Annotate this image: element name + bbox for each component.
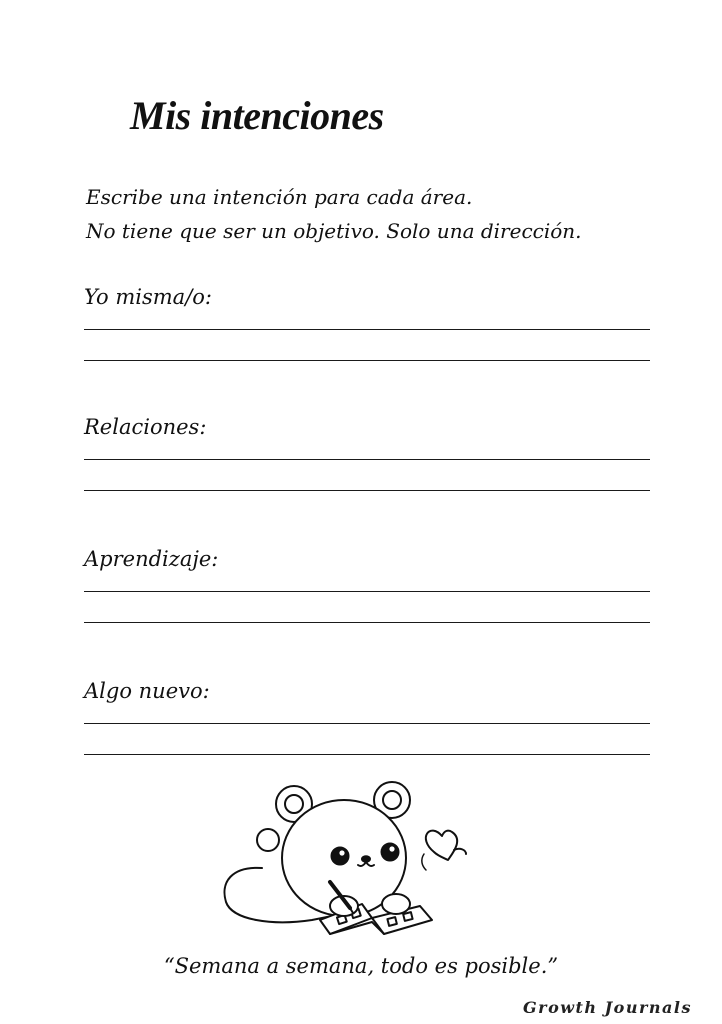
section-label: Relaciones: (84, 415, 207, 439)
instruction-line-2: No tiene que ser un objetivo. Solo una dirección. (86, 219, 582, 243)
page-title: Mis intenciones (130, 93, 384, 138)
brand-signature: Growth Journals (522, 998, 692, 1017)
writing-line[interactable] (84, 490, 650, 491)
section-label: Yo misma/o: (84, 285, 212, 309)
writing-line[interactable] (84, 723, 650, 724)
instruction-line-1: Escribe una intención para cada área. (86, 185, 473, 209)
section-aprendizaje (84, 544, 650, 574)
section-label: Aprendizaje: (84, 547, 219, 571)
writing-line[interactable] (84, 329, 650, 330)
section-relaciones (84, 412, 650, 442)
section-algo-nuevo (84, 676, 650, 706)
writing-line[interactable] (84, 360, 650, 361)
writing-line[interactable] (84, 591, 650, 592)
writing-line[interactable] (84, 754, 650, 755)
writing-line[interactable] (84, 622, 650, 623)
section-yo-mismo (84, 282, 650, 312)
instructions (86, 180, 582, 248)
bear-reading-book-icon (212, 770, 492, 950)
writing-line[interactable] (84, 459, 650, 460)
section-label: Algo nuevo: (84, 679, 210, 703)
motivational-quote: “Semana a semana, todo es posible.” (163, 954, 559, 978)
